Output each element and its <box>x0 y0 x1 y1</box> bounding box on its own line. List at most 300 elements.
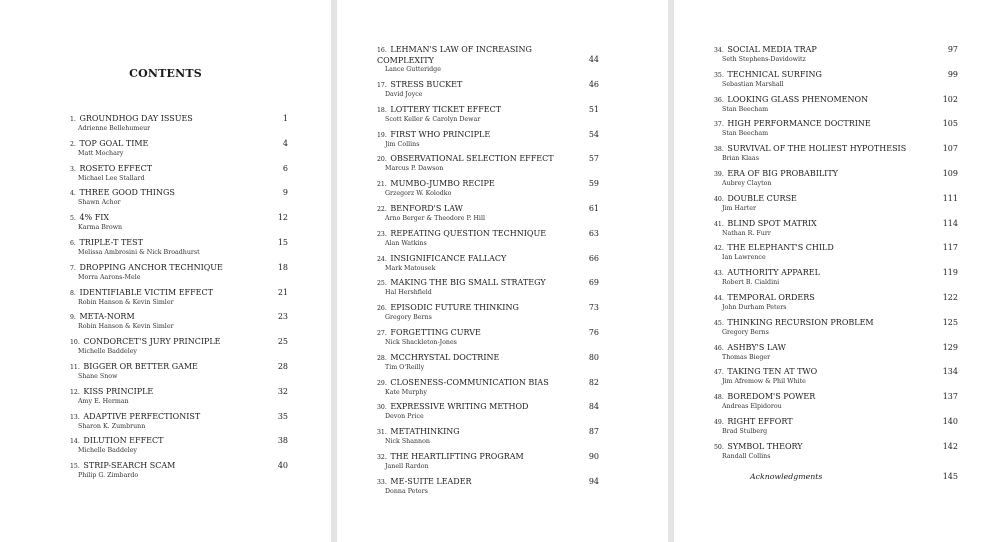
toc-entry-title: THREE GOOD THINGS <box>79 188 175 198</box>
toc-page-3 <box>674 0 1005 542</box>
toc-entry-title: BOREDOM'S POWER <box>727 392 816 402</box>
toc-entry[interactable] <box>377 130 599 155</box>
toc-entry-title-line <box>70 461 288 472</box>
toc-entry-author: Melissa Ambrosini & Nick Broadhurst <box>78 248 200 256</box>
acknowledgments-page: 145 <box>942 472 958 481</box>
toc-entry-page: 59 <box>588 179 599 189</box>
toc-entry-title-line <box>714 45 958 56</box>
toc-entry-page: 9 <box>282 188 288 198</box>
toc-entry-title: EPISODIC FUTURE THINKING <box>390 303 519 313</box>
toc-entry-number: 6. <box>70 239 76 247</box>
toc-entry-page: 4 <box>282 138 288 148</box>
toc-entry-page: 73 <box>588 303 599 313</box>
toc-entry-author: Brad Stulberg <box>722 427 768 435</box>
toc-entry-author: Shawn Achor <box>78 199 121 207</box>
toc-entry-title: ERA OF BIG PROBABILITY <box>727 168 838 178</box>
toc-entry-author: Randall Collins <box>722 452 771 460</box>
toc-entry-number: 28. <box>377 354 387 362</box>
toc-entry-title-line <box>70 312 288 323</box>
toc-entry-author: Thomas Bieger <box>722 353 771 361</box>
toc-entry-author: Andreas Elpidorou <box>722 403 782 411</box>
toc-entry-author: Robert B. Cialdini <box>722 279 780 287</box>
toc-entry-title: MAKING THE BIG SMALL STRATEGY <box>390 278 546 288</box>
toc-entry-title: BENFORD'S LAW <box>390 203 463 213</box>
toc-entry-number: 4. <box>70 190 76 198</box>
toc-entry-page: 129 <box>942 342 958 352</box>
toc-entry-number: 10. <box>70 339 80 347</box>
toc-entry[interactable] <box>377 179 599 204</box>
toc-entry-author: Ian Lawrence <box>722 254 766 262</box>
toc-entry-page: 114 <box>942 218 958 228</box>
toc-entry-number: 2. <box>70 140 76 148</box>
toc-entry-author: Morra Aarons-Mele <box>78 273 141 281</box>
toc-entry-page: 94 <box>588 476 599 486</box>
toc-entry-page: 35 <box>277 411 288 421</box>
toc-entry-author: Grzegorz W. Kolodko <box>385 190 452 198</box>
toc-entry-number: 25. <box>377 280 387 288</box>
toc-entry-number: 16. <box>377 47 387 54</box>
toc-entry[interactable] <box>714 293 958 318</box>
toc-entry[interactable] <box>70 238 288 263</box>
toc-entry-number: 19. <box>377 131 387 139</box>
toc-entry-title: STRIP-SEARCH SCAM <box>83 461 176 471</box>
acknowledgments-row <box>714 470 958 486</box>
toc-entry-page: 111 <box>942 193 958 203</box>
toc-entry-title-line <box>714 367 958 378</box>
toc-entry-number: 27. <box>377 329 387 337</box>
toc-entry-number: 1. <box>70 116 76 123</box>
acknowledgments-label[interactable]: Acknowledgments <box>750 472 823 481</box>
toc-entry-number: 48. <box>714 394 724 402</box>
toc-entry[interactable] <box>714 442 958 467</box>
toc-entry[interactable] <box>377 45 599 80</box>
toc-entry-title: TOP GOAL TIME <box>79 138 149 148</box>
toc-entry-title: TAKING TEN AT TWO <box>727 367 818 377</box>
toc-entry-page: 82 <box>588 377 599 387</box>
toc-entry-number: 35. <box>714 71 724 79</box>
toc-entry-page: 117 <box>942 243 958 253</box>
toc-entry-page: 122 <box>942 292 958 302</box>
toc-entry-title-line <box>714 243 958 254</box>
toc-entry-page: 87 <box>588 427 599 437</box>
toc-entry-number: 5. <box>70 215 76 223</box>
toc-entry-author: Gregory Berns <box>385 314 432 322</box>
toc-entry-title-line <box>70 412 288 423</box>
toc-entry-author: Arno Berger & Theodore P. Hill <box>385 214 485 222</box>
toc-entry-title-line <box>70 436 288 447</box>
toc-entry-title-line <box>714 417 958 428</box>
toc-entry-title-line <box>377 229 599 240</box>
toc-entry[interactable] <box>377 303 599 328</box>
toc-entry-title: CLOSENESS-COMMUNICATION BIAS <box>390 377 549 387</box>
toc-entry[interactable] <box>714 70 958 95</box>
toc-entry-title-line <box>714 119 958 130</box>
toc-entry-title: TECHNICAL SURFING <box>727 69 822 79</box>
toc-entry-title: MCCHRYSTAL DOCTRINE <box>390 352 500 362</box>
toc-entry[interactable] <box>70 263 288 288</box>
toc-entry-title-line <box>377 154 599 165</box>
toc-entry-title: FORGETTING CURVE <box>390 327 481 337</box>
toc-entry-title: AUTHORITY APPAREL <box>727 268 820 278</box>
toc-entry-author: Amy E. Herman <box>78 397 129 405</box>
toc-entry-number: 17. <box>377 82 387 89</box>
toc-entry-page: 28 <box>277 361 288 371</box>
toc-entry-title: LOOKING GLASS PHENOMENON <box>727 94 869 104</box>
toc-entry-title: DOUBLE CURSE <box>727 193 797 203</box>
toc-entry-title: REPEATING QUESTION TECHNIQUE <box>390 228 547 238</box>
toc-list-2 <box>377 45 599 502</box>
toc-entry-title: TRIPLE-T TEST <box>79 237 143 247</box>
toc-entry-number: 14. <box>70 438 80 446</box>
toc-entry[interactable] <box>70 436 288 461</box>
toc-entry[interactable] <box>70 288 288 313</box>
toc-entry-title: THE ELEPHANT'S CHILD <box>727 243 834 253</box>
toc-entry-page: 66 <box>588 253 599 263</box>
toc-entry-title: HIGH PERFORMANCE DOCTRINE <box>727 119 871 129</box>
toc-entry[interactable] <box>70 387 288 412</box>
toc-entry-title: TEMPORAL ORDERS <box>727 292 815 302</box>
toc-entry[interactable] <box>70 213 288 238</box>
toc-entry-number: 36. <box>714 96 724 104</box>
toc-entry-author: Robin Hanson & Kevin Simler <box>78 298 174 306</box>
toc-entry-title: SYMBOL THEORY <box>727 441 803 451</box>
toc-entry-title: INSIGNIFICANCE FALLACY <box>390 253 507 263</box>
toc-entry[interactable] <box>377 328 599 353</box>
toc-entry-author: Jim Collins <box>385 140 420 148</box>
toc-entry-page: 105 <box>942 119 958 129</box>
toc-entry-title: MUMBO-JUMBO RECIPE <box>390 179 495 189</box>
toc-entry[interactable] <box>714 392 958 417</box>
toc-entry-title-line <box>377 204 599 215</box>
toc-entry[interactable] <box>714 45 958 70</box>
toc-entry-page: 142 <box>942 441 958 451</box>
toc-entry-number: 45. <box>714 319 724 327</box>
toc-entry-title-line <box>714 442 958 453</box>
toc-entry-title-line <box>70 288 288 299</box>
toc-entry-page: 80 <box>588 352 599 362</box>
toc-entry-title-line <box>714 70 958 81</box>
toc-entry-page: 99 <box>947 69 958 79</box>
toc-entry-title-line <box>70 263 288 274</box>
toc-entry[interactable] <box>377 154 599 179</box>
toc-entry-title-line <box>377 452 599 463</box>
toc-entry-title-line <box>70 213 288 224</box>
toc-entry-author: Philip G. Zimbardo <box>78 472 139 480</box>
toc-entry-author: Donna Peters <box>385 487 428 495</box>
toc-entry-title-line <box>714 268 958 279</box>
toc-entry-title-line <box>714 392 958 403</box>
toc-entry-number: 34. <box>714 47 724 54</box>
toc-entry-number: 40. <box>714 195 724 203</box>
toc-entry-title: THINKING RECURSION PROBLEM <box>727 317 874 327</box>
toc-list-3 <box>714 45 958 467</box>
toc-entry-page: 69 <box>588 278 599 288</box>
toc-entry[interactable] <box>70 362 288 387</box>
toc-page-1 <box>0 0 331 542</box>
toc-entry-page: 21 <box>277 287 288 297</box>
toc-entry-page: 119 <box>942 268 958 278</box>
toc-entry-page: 102 <box>942 94 958 104</box>
toc-entry-title-line <box>377 45 575 66</box>
toc-entry-author: Aubrey Clayton <box>722 179 772 187</box>
toc-entry-number: 20. <box>377 156 387 164</box>
toc-entry[interactable] <box>377 254 599 279</box>
toc-entry[interactable] <box>377 477 599 502</box>
toc-entry-page: 134 <box>942 367 958 377</box>
toc-entry-title-line <box>70 387 288 398</box>
toc-entry-number: 41. <box>714 220 724 228</box>
toc-entry-title: GROUNDHOG DAY ISSUES <box>79 114 193 123</box>
toc-entry-title-line <box>70 238 288 249</box>
toc-entry-title-line <box>70 139 288 150</box>
toc-entry[interactable] <box>714 219 958 244</box>
toc-entry-author: Kate Murphy <box>385 388 427 396</box>
toc-entry-author: Mark Matousek <box>385 264 436 272</box>
toc-entry-number: 12. <box>70 388 80 396</box>
toc-entry-title: LOTTERY TICKET EFFECT <box>390 104 502 114</box>
toc-entry-number: 47. <box>714 369 724 377</box>
toc-entry-number: 3. <box>70 165 76 173</box>
toc-entry-number: 50. <box>714 443 724 451</box>
toc-entry-author: Nick Shackleton-Jones <box>385 338 457 346</box>
toc-entry-page: 25 <box>277 337 288 347</box>
toc-entry-title-line <box>714 194 958 205</box>
toc-entry-title: RIGHT EFFORT <box>727 416 793 426</box>
toc-entry[interactable] <box>377 204 599 229</box>
toc-entry-page: 109 <box>942 168 958 178</box>
toc-entry-author: David Joyce <box>385 91 423 98</box>
toc-entry[interactable] <box>377 402 599 427</box>
toc-entry[interactable] <box>714 119 958 144</box>
toc-entry-page: 38 <box>277 436 288 446</box>
toc-entry[interactable] <box>70 337 288 362</box>
toc-entry-author: Gregory Berns <box>722 328 769 336</box>
toc-entry-number: 31. <box>377 429 387 437</box>
toc-entry-number: 13. <box>70 413 80 421</box>
toc-entry[interactable] <box>377 105 599 130</box>
toc-entry-title: BIGGER OR BETTER GAME <box>83 361 198 371</box>
toc-entry-number: 38. <box>714 146 724 154</box>
toc-entry[interactable] <box>70 312 288 337</box>
contents-title: CONTENTS <box>129 67 202 80</box>
toc-entry-title-line <box>377 402 599 413</box>
toc-entry-title: SOCIAL MEDIA TRAP <box>727 45 817 54</box>
toc-entry-number: 15. <box>70 463 80 471</box>
toc-entry-title-line <box>70 188 288 199</box>
toc-entry[interactable] <box>377 229 599 254</box>
toc-entry-title: CONDORCET'S JURY PRINCIPLE <box>83 337 221 347</box>
toc-entry[interactable] <box>714 417 958 442</box>
toc-entry-page: 18 <box>277 262 288 272</box>
toc-entry-title: META-NORM <box>79 312 135 322</box>
toc-entry-title-line <box>377 130 599 141</box>
toc-entry-title-line <box>377 477 599 488</box>
toc-entry-number: 9. <box>70 314 76 322</box>
toc-entry-title: ASHBY'S LAW <box>727 342 786 352</box>
toc-entry-number: 26. <box>377 305 387 313</box>
toc-entry-page: 137 <box>942 392 958 402</box>
toc-entry-title: SURVIVAL OF THE HOLIEST HYPOTHESIS <box>727 144 907 154</box>
toc-entry-title: LEHMAN'S LAW OF INCREASING COMPLEXITY <box>377 45 532 65</box>
toc-entry-number: 22. <box>377 205 387 213</box>
toc-entry-author: Shane Snow <box>78 372 118 380</box>
toc-entry-page: 125 <box>942 317 958 327</box>
toc-entry[interactable] <box>377 278 599 303</box>
toc-entry-author: Robin Hanson & Kevin Simler <box>78 323 174 331</box>
toc-entry-title: 4% FIX <box>79 213 110 223</box>
toc-entry[interactable] <box>377 452 599 477</box>
toc-entry-number: 39. <box>714 170 724 178</box>
toc-entry-page: 54 <box>588 129 599 139</box>
toc-entry[interactable] <box>70 164 288 189</box>
toc-entry-number: 49. <box>714 418 724 426</box>
toc-entry-author: Jim Harter <box>722 204 757 212</box>
toc-entry-title: FIRST WHO PRINCIPLE <box>390 129 491 139</box>
toc-entry[interactable] <box>377 378 599 403</box>
toc-entry-title-line <box>714 293 958 304</box>
toc-entry[interactable] <box>714 367 958 392</box>
toc-entry[interactable] <box>714 343 958 368</box>
toc-entry-page: 23 <box>277 312 288 322</box>
toc-entry[interactable] <box>70 461 288 486</box>
toc-entry-page: 32 <box>277 386 288 396</box>
toc-entry-title-line <box>377 303 599 314</box>
toc-entry[interactable] <box>70 188 288 213</box>
toc-entry-page: 140 <box>942 416 958 426</box>
toc-entry-title-line <box>377 278 599 289</box>
toc-entry-title-line <box>714 95 958 106</box>
toc-entry-number: 30. <box>377 404 387 412</box>
toc-entry-author: Adrienne Bellehumeur <box>78 125 151 132</box>
toc-entry-author: Devon Price <box>385 413 424 421</box>
toc-entry-number: 24. <box>377 255 387 263</box>
toc-entry-page: 40 <box>277 461 288 471</box>
toc-entry-title: DILUTION EFFECT <box>83 436 164 446</box>
toc-entry-author: Nathan R. Furr <box>722 229 771 237</box>
toc-entry-author: Michelle Baddeley <box>78 447 137 455</box>
toc-entry-page: 1 <box>282 114 288 123</box>
toc-entry-title-line <box>714 144 958 155</box>
toc-entry-page: 61 <box>588 203 599 213</box>
toc-entry-author: Michael Lee Stallard <box>78 174 145 182</box>
toc-entry-title-line <box>377 80 599 91</box>
toc-entry[interactable] <box>377 427 599 452</box>
toc-entry-title-line <box>714 343 958 354</box>
toc-entry-title-line <box>70 114 288 125</box>
toc-page-2 <box>337 0 668 542</box>
toc-entry-title: BLIND SPOT MATRIX <box>727 218 817 228</box>
toc-entry-number: 33. <box>377 478 387 486</box>
toc-entry[interactable] <box>714 243 958 268</box>
toc-entry-page: 15 <box>277 237 288 247</box>
toc-entry[interactable] <box>714 194 958 219</box>
toc-entry-author: Alan Watkins <box>385 239 427 247</box>
toc-entry-author: Jim Afremow & Phil White <box>722 378 806 386</box>
toc-entry-author: Tim O'Reilly <box>385 363 425 371</box>
toc-entry-author: Marcus P. Dawson <box>385 165 444 173</box>
toc-entry[interactable] <box>714 95 958 120</box>
toc-entry[interactable] <box>70 412 288 437</box>
toc-entry-title-line <box>714 318 958 329</box>
toc-entry-author: Nick Shannon <box>385 438 430 446</box>
toc-entry-author: Janell Rardon <box>385 462 429 470</box>
toc-entry-page: 57 <box>588 154 599 164</box>
toc-entry[interactable] <box>377 80 599 105</box>
toc-entry-page: 76 <box>588 327 599 337</box>
toc-entry-number: 46. <box>714 344 724 352</box>
toc-entry-number: 37. <box>714 121 724 129</box>
toc-entry-title: METATHINKING <box>390 427 460 437</box>
toc-entry-title: STRESS BUCKET <box>390 80 463 89</box>
toc-entry-author: Stan Beecham <box>722 130 769 138</box>
toc-entry[interactable] <box>377 353 599 378</box>
toc-entry-page: 46 <box>588 80 599 89</box>
toc-entry[interactable] <box>70 114 288 139</box>
toc-entry-title-line <box>714 169 958 180</box>
toc-entry-author: Lance Gutteridge <box>385 66 441 73</box>
toc-entry[interactable] <box>714 268 958 293</box>
toc-entry-page: 90 <box>588 451 599 461</box>
toc-entry[interactable] <box>714 144 958 169</box>
toc-entry-title-line <box>377 427 599 438</box>
toc-entry-title: KISS PRINCIPLE <box>83 386 154 396</box>
toc-entry-number: 18. <box>377 106 387 114</box>
toc-entry-author: Matt Mochary <box>78 149 124 157</box>
toc-entry-title: ROSETO EFFECT <box>79 163 153 173</box>
toc-entry-page: 63 <box>588 228 599 238</box>
toc-entry[interactable] <box>714 169 958 194</box>
toc-list-1 <box>70 114 288 486</box>
toc-entry[interactable] <box>714 318 958 343</box>
toc-entry-number: 32. <box>377 453 387 461</box>
toc-entry-author: Sebastian Marshall <box>722 80 784 88</box>
toc-entry-author: Seth Stephens-Davidowitz <box>722 56 806 63</box>
toc-entry-title: IDENTIFIABLE VICTIM EFFECT <box>79 287 213 297</box>
toc-entry-title-line <box>377 378 599 389</box>
toc-entry-title-line <box>70 362 288 373</box>
toc-entry-title: DROPPING ANCHOR TECHNIQUE <box>79 262 223 272</box>
toc-entry-title: OBSERVATIONAL SELECTION EFFECT <box>390 154 554 164</box>
toc-entry-title-line <box>377 254 599 265</box>
toc-entry-number: 7. <box>70 264 76 272</box>
toc-entry-number: 23. <box>377 230 387 238</box>
toc-entry-page: 12 <box>277 213 288 223</box>
toc-entry-title: EXPRESSIVE WRITING METHOD <box>390 402 529 412</box>
toc-entry-title-line <box>377 105 599 116</box>
toc-entry-author: Sharon K. Zumbrunn <box>78 422 146 430</box>
toc-entry-title-line <box>377 179 599 190</box>
toc-entry-page: 97 <box>947 45 958 54</box>
toc-entry-title-line <box>714 219 958 230</box>
toc-entry-author: Stan Beecham <box>722 105 769 113</box>
toc-entry-title-line <box>377 353 599 364</box>
toc-entry-number: 29. <box>377 379 387 387</box>
toc-entry-author: John Durham Peters <box>722 303 787 311</box>
toc-entry-author: Hal Hershfield <box>385 289 432 297</box>
toc-entry-page: 44 <box>588 55 599 64</box>
toc-entry-title: ME-SUITE LEADER <box>390 476 472 486</box>
toc-entry-number: 42. <box>714 245 724 253</box>
toc-entry-title-line <box>70 164 288 175</box>
toc-entry-title-line <box>70 337 288 348</box>
toc-entry[interactable] <box>70 139 288 164</box>
toc-entry-page: 51 <box>588 104 599 114</box>
toc-entry-page: 107 <box>942 144 958 154</box>
toc-entry-title: THE HEARTLIFTING PROGRAM <box>390 451 524 461</box>
toc-entry-author: Brian Klaas <box>722 155 759 163</box>
toc-entry-author: Scott Keller & Carolyn Dewar <box>385 115 481 123</box>
toc-entry-number: 43. <box>714 270 724 278</box>
